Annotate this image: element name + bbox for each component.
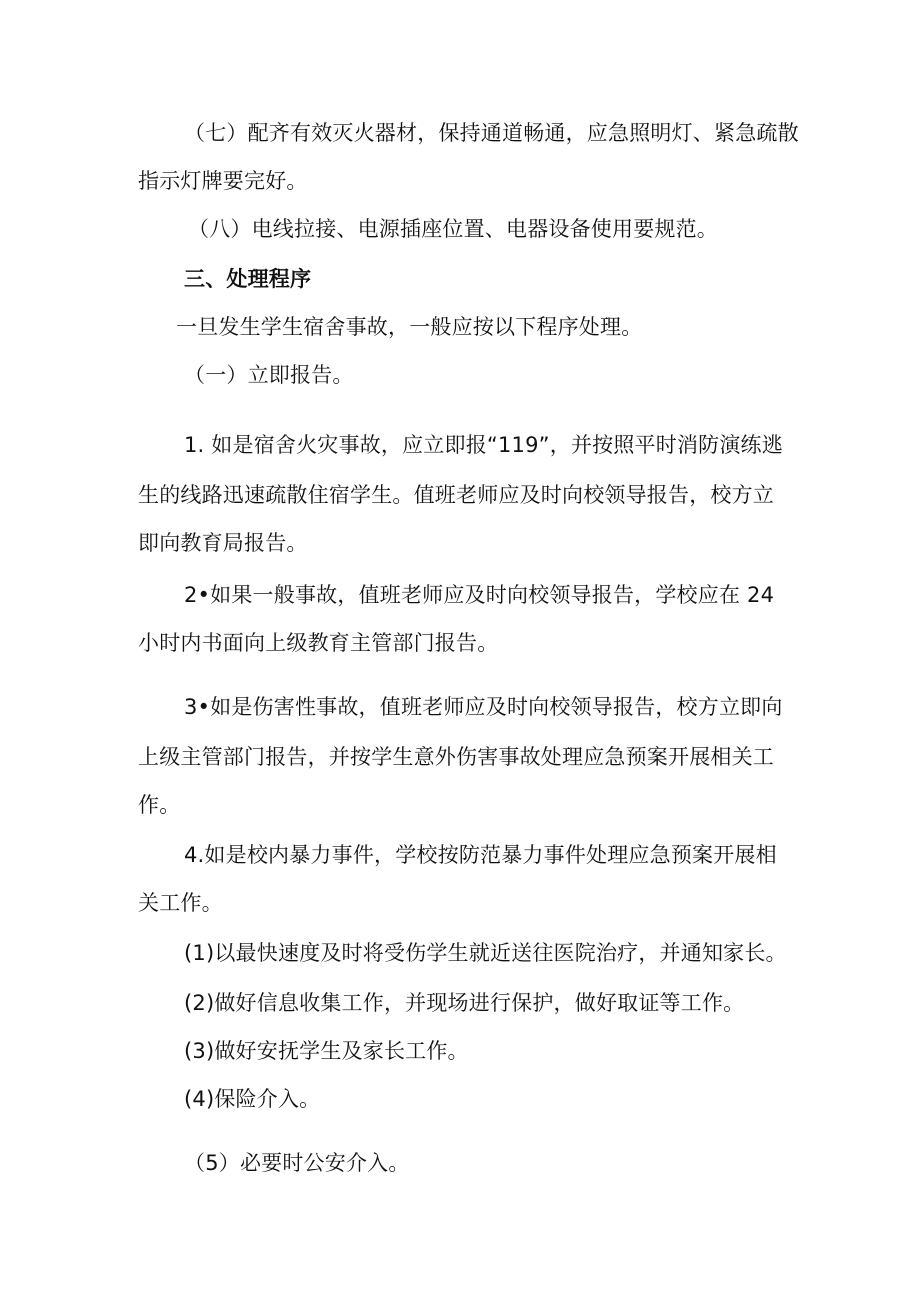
item-1-line-2: 生的线路迅速疏散住宿学生。值班老师应及时向校领导报告，校方立 [138, 483, 774, 507]
section-heading: 三、处理程序 [184, 267, 312, 291]
item-1-line-3: 即向教育局报告。 [138, 531, 308, 555]
subitem-1: (1)以最快速度及时将受伤学生就近送往医院治疗，并通知家长。 [184, 941, 787, 965]
subitem-3: (3)做好安抚学生及家长工作。 [184, 1039, 469, 1063]
intro-paragraph: 一旦发生学生宿舍事故，一般应按以下程序处理。 [176, 315, 643, 339]
item-2-line-2: 小时内书面向上级教育主管部门报告。 [138, 631, 499, 655]
subitem-5: （5）必要时公安介入。 [184, 1151, 410, 1175]
item-3-line-1: 3•如是伤害性事故，值班老师应及时向校领导报告，校方立即向 [184, 695, 783, 719]
subheading-report: （一）立即报告。 [184, 363, 354, 387]
subitem-2: (2)做好信息收集工作，并现场进行保护，做好取证等工作。 [184, 991, 745, 1015]
item-3-line-3: 作。 [138, 793, 181, 817]
paragraph-item-7-line-1: （七）配齐有效灭火器材，保持通道畅通，应急照明灯、紧急疏散 [184, 121, 799, 145]
item-2-line-1: 2•如果一般事故，值班老师应及时向校领导报告，学校应在 24 [184, 583, 775, 607]
item-4-line-2: 关工作。 [138, 891, 223, 915]
item-4-line-1: 4.如是校内暴力事件，学校按防范暴力事件处理应急预案开展相 [184, 843, 777, 867]
paragraph-item-8: （八）电线拉接、电源插座位置、电器设备使用要规范。 [188, 217, 718, 241]
subitem-4: (4)保险介入。 [184, 1087, 321, 1111]
item-3-line-2: 上级主管部门报告，并按学生意外伤害事故处理应急预案开展相关工 [138, 745, 774, 769]
item-1-line-1: 1. 如是宿舍火灾事故，应立即报“119”，并按照平时消防演练逃 [184, 433, 783, 457]
paragraph-item-7-line-2: 指示灯牌要完好。 [138, 169, 308, 193]
